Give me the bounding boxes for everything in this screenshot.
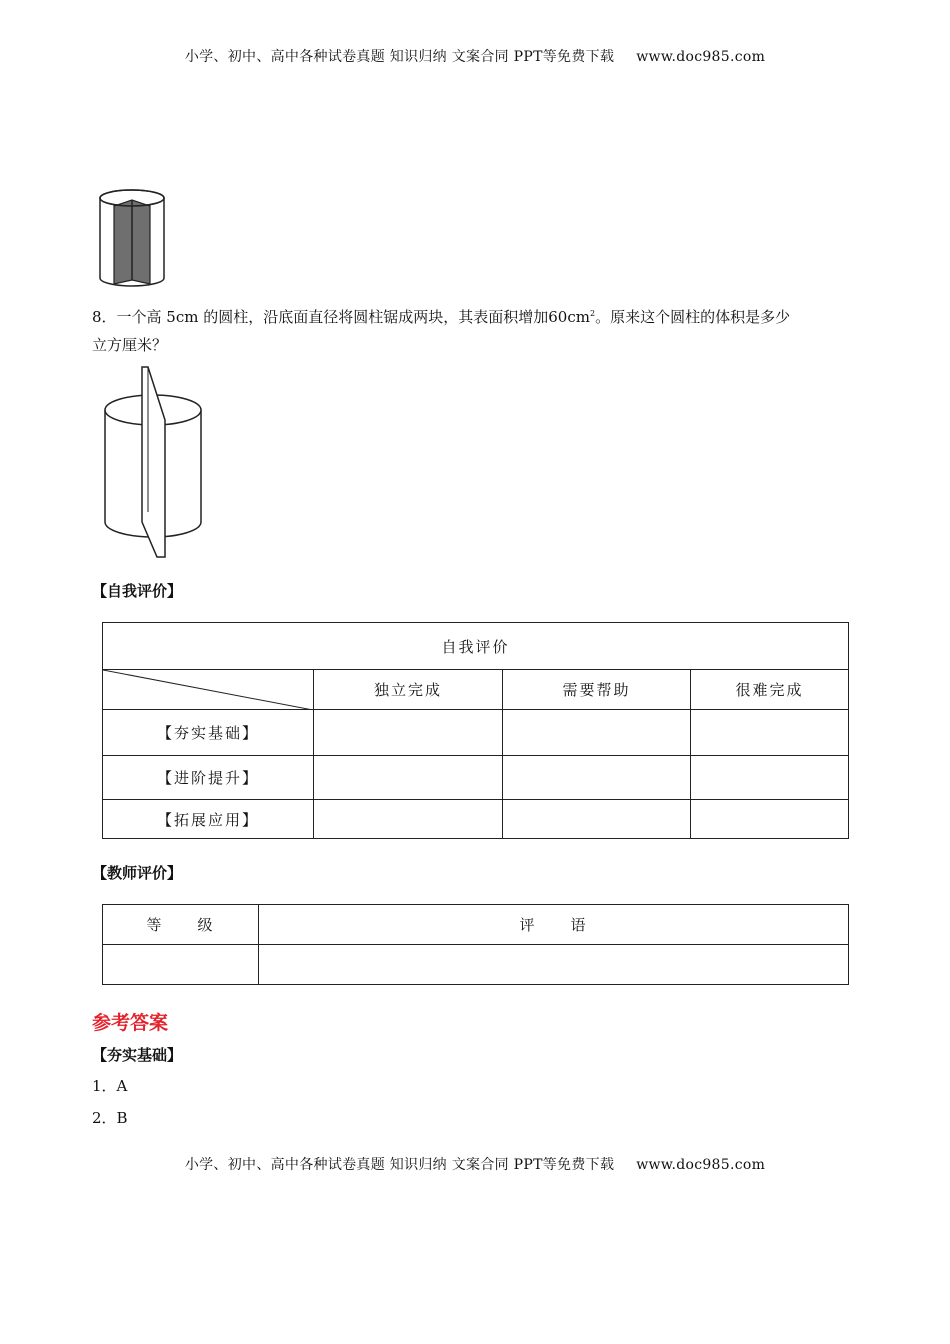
self-eval-title: 【自我评价】	[92, 582, 183, 600]
cell-extended-1[interactable]	[314, 800, 503, 839]
teacher-eval-title: 【教师评价】	[92, 864, 183, 882]
header-text: 小学、初中、高中各种试卷真题 知识归纳 文案合同 PPT等免费下载	[184, 49, 615, 65]
answers-section-title: 【夯实基础】	[92, 1046, 183, 1064]
cell-advanced-3[interactable]	[691, 756, 849, 800]
diagonal-line	[103, 670, 313, 710]
question-8	[92, 300, 872, 359]
col-need-help: 需要帮助	[503, 670, 691, 710]
footer-url[interactable]: www.doc985.com	[636, 1157, 766, 1173]
cell-basic-3[interactable]	[691, 710, 849, 756]
page-header	[0, 46, 950, 66]
grade-cell[interactable]	[103, 945, 259, 985]
header-url[interactable]: www.doc985.com	[636, 49, 766, 65]
cell-basic-1[interactable]	[314, 710, 503, 756]
diagonal-cell	[103, 670, 314, 710]
cell-advanced-2[interactable]	[503, 756, 691, 800]
self-eval-table-title: 自我评价	[103, 623, 849, 670]
answers-title: 参考答案	[92, 1012, 169, 1034]
row-label-extended: 【拓展应用】	[103, 800, 314, 839]
q8-power: 2	[589, 309, 596, 318]
col-difficult: 很难完成	[691, 670, 849, 710]
q8-text-line2: 立方厘米？	[92, 336, 168, 354]
row-label-advanced: 【进阶提升】	[103, 756, 314, 800]
cell-advanced-1[interactable]	[314, 756, 503, 800]
cell-basic-2[interactable]	[503, 710, 691, 756]
self-eval-table	[102, 622, 849, 839]
split-cylinder-figure	[92, 186, 172, 290]
answer-item: 1．A	[92, 1077, 128, 1095]
footer-text: 小学、初中、高中各种试卷真题 知识归纳 文案合同 PPT等免费下载	[184, 1157, 615, 1173]
cell-extended-3[interactable]	[691, 800, 849, 839]
cylinder-cut-plane-figure	[98, 362, 208, 562]
cell-extended-2[interactable]	[503, 800, 691, 839]
q8-text-a: 8．一个高 5cm 的圆柱，沿底面直径将圆柱锯成两块，其表面积增加	[92, 308, 549, 326]
q8-text-b: 。原来这个圆柱的体积是多少	[595, 308, 791, 326]
answer-item: 2．B	[92, 1109, 128, 1127]
grade-header: 等 级	[103, 905, 259, 945]
row-label-basic: 【夯实基础】	[103, 710, 314, 756]
q8-unit: cm	[567, 308, 590, 326]
page-footer	[0, 1154, 950, 1174]
comment-header: 评 语	[259, 905, 849, 945]
teacher-eval-table	[102, 904, 849, 985]
q8-value: 60	[548, 308, 568, 326]
comment-cell[interactable]	[259, 945, 849, 985]
col-independent: 独立完成	[314, 670, 503, 710]
